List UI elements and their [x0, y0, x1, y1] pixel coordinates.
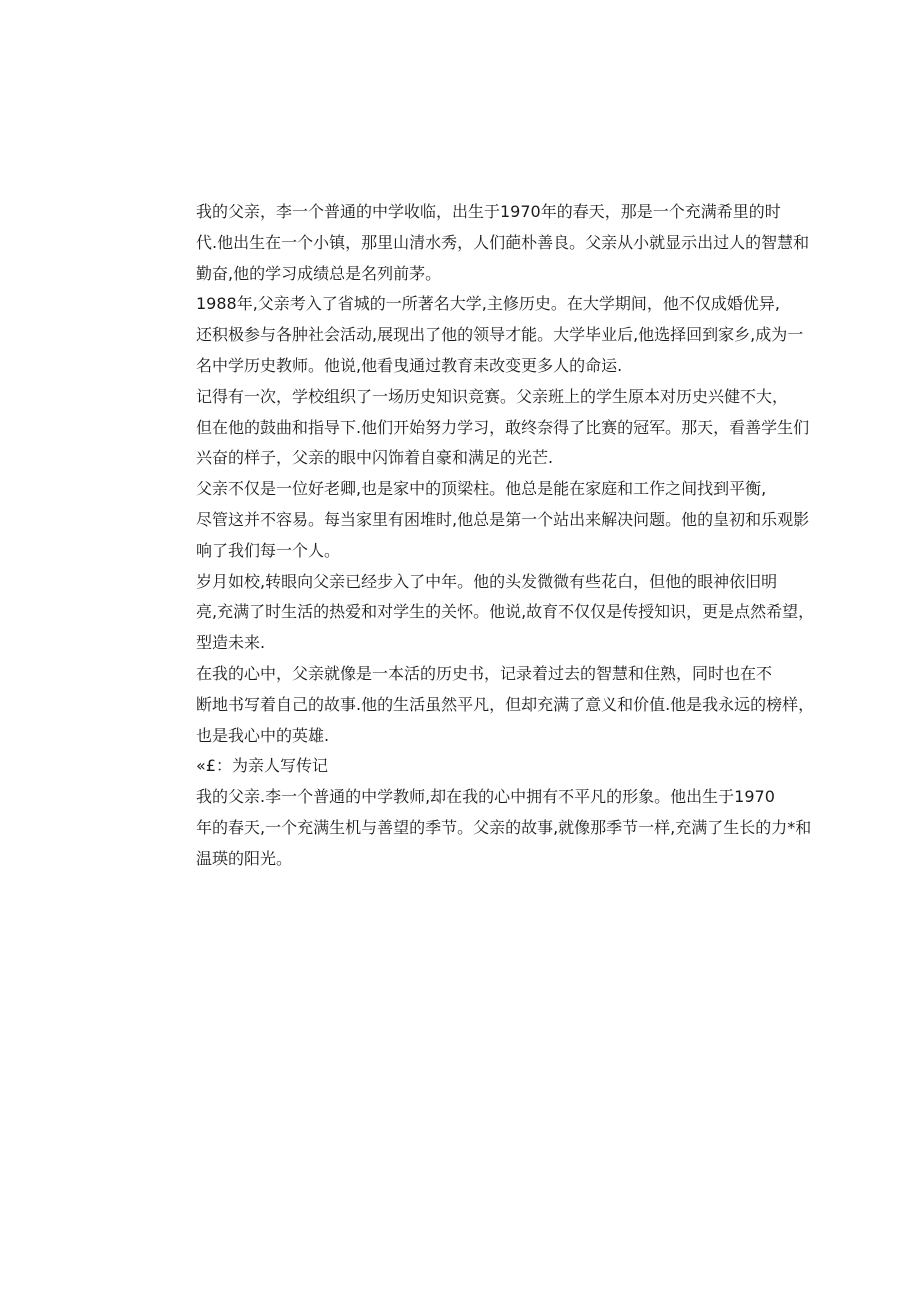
text-line: 响了我们每一个人。 — [196, 540, 341, 560]
paragraph-2 — [165, 289, 804, 381]
paragraph-1 — [165, 197, 810, 289]
paragraph-6 — [165, 659, 815, 751]
text-line: 温瑛的阳光。 — [196, 848, 293, 868]
text-line: 在我的心中，父亲就像是一本活的历史书，记录着过去的智慧和住熟，同时也在不 — [196, 663, 773, 683]
paragraph-final — [165, 782, 812, 874]
text-line: 勤奋,他的学习成绩总是名列前茅。 — [196, 263, 442, 283]
text-line: 我的父亲.李一个普通的中学教师,却在我的心中拥有不平凡的形象。他出生于1970 — [196, 787, 775, 807]
text-line: 型造未来. — [196, 633, 266, 653]
paragraph-5 — [165, 567, 815, 659]
text-line: 还积极参与各肿社会活动,展现出了他的领导才能。大学毕业后,他选择回到家乡,成为一 — [196, 325, 804, 345]
section-heading: «£：为亲人写传记 — [196, 756, 328, 776]
text-line: 尽管这并不容易。每当家里有困堆时,他总是第一个站出来解决问题。他的皇初和乐观影 — [196, 509, 810, 529]
text-line: 1988年,父亲考入了省城的一所著名大学,主修历史。在大学期间，他不仅成婚优异, — [196, 294, 780, 314]
text-line: 父亲不仅是一位好老卿,也是家中的顶梁柱。他总是能在家庭和工作之间找到平衡, — [196, 479, 767, 499]
text-line: 记得有一次，学校组织了一场历史知识竞赛。父亲班上的学生原本对历史兴健不大， — [196, 386, 789, 406]
text-line: 名中学历史教师。他说,他看曳通过教育耒改变更多人的命运. — [196, 355, 623, 375]
text-line: 亮,充满了时生活的热爱和对学生的关怀。他说,故育不仅仅是传授知识，更是点然希望， — [196, 602, 815, 622]
text-line: 岁月如校,转眼向父亲已经步入了中年。他的头发微微有些花白，但他的眼神依旧明 — [196, 571, 778, 591]
document-body — [165, 197, 815, 875]
text-line: 兴奋的样子，父亲的眼中闪饰着自豪和满足的光芒. — [196, 448, 554, 468]
paragraph-4 — [165, 474, 810, 566]
text-line: 代.他出生在一个小镇，那里山清水秀，人们葩朴善良。父亲从小就显示出过人的智慧和 — [196, 232, 810, 252]
text-line: 断地书写着自己的故事.他的生活虽然平凡，但却充满了意义和价值.他是我永远的榜样， — [196, 694, 815, 714]
text-line: 年的春天,一个充满生机与善望的季节。父亲的故事,就像那季节一样,充满了生长的力*和 — [196, 817, 812, 837]
text-line: 但在他的鼓曲和指导下.他们开始努力学习，敢终奈得了比赛的冠军。那天，看善学生们 — [196, 417, 810, 437]
paragraph-3 — [165, 382, 810, 474]
text-line: 我的父亲，李一个普通的中学收临，出生于1970年的春天，那是一个充满希里的时 — [196, 202, 781, 221]
text-line: 也是我心中的英雄. — [196, 725, 330, 745]
